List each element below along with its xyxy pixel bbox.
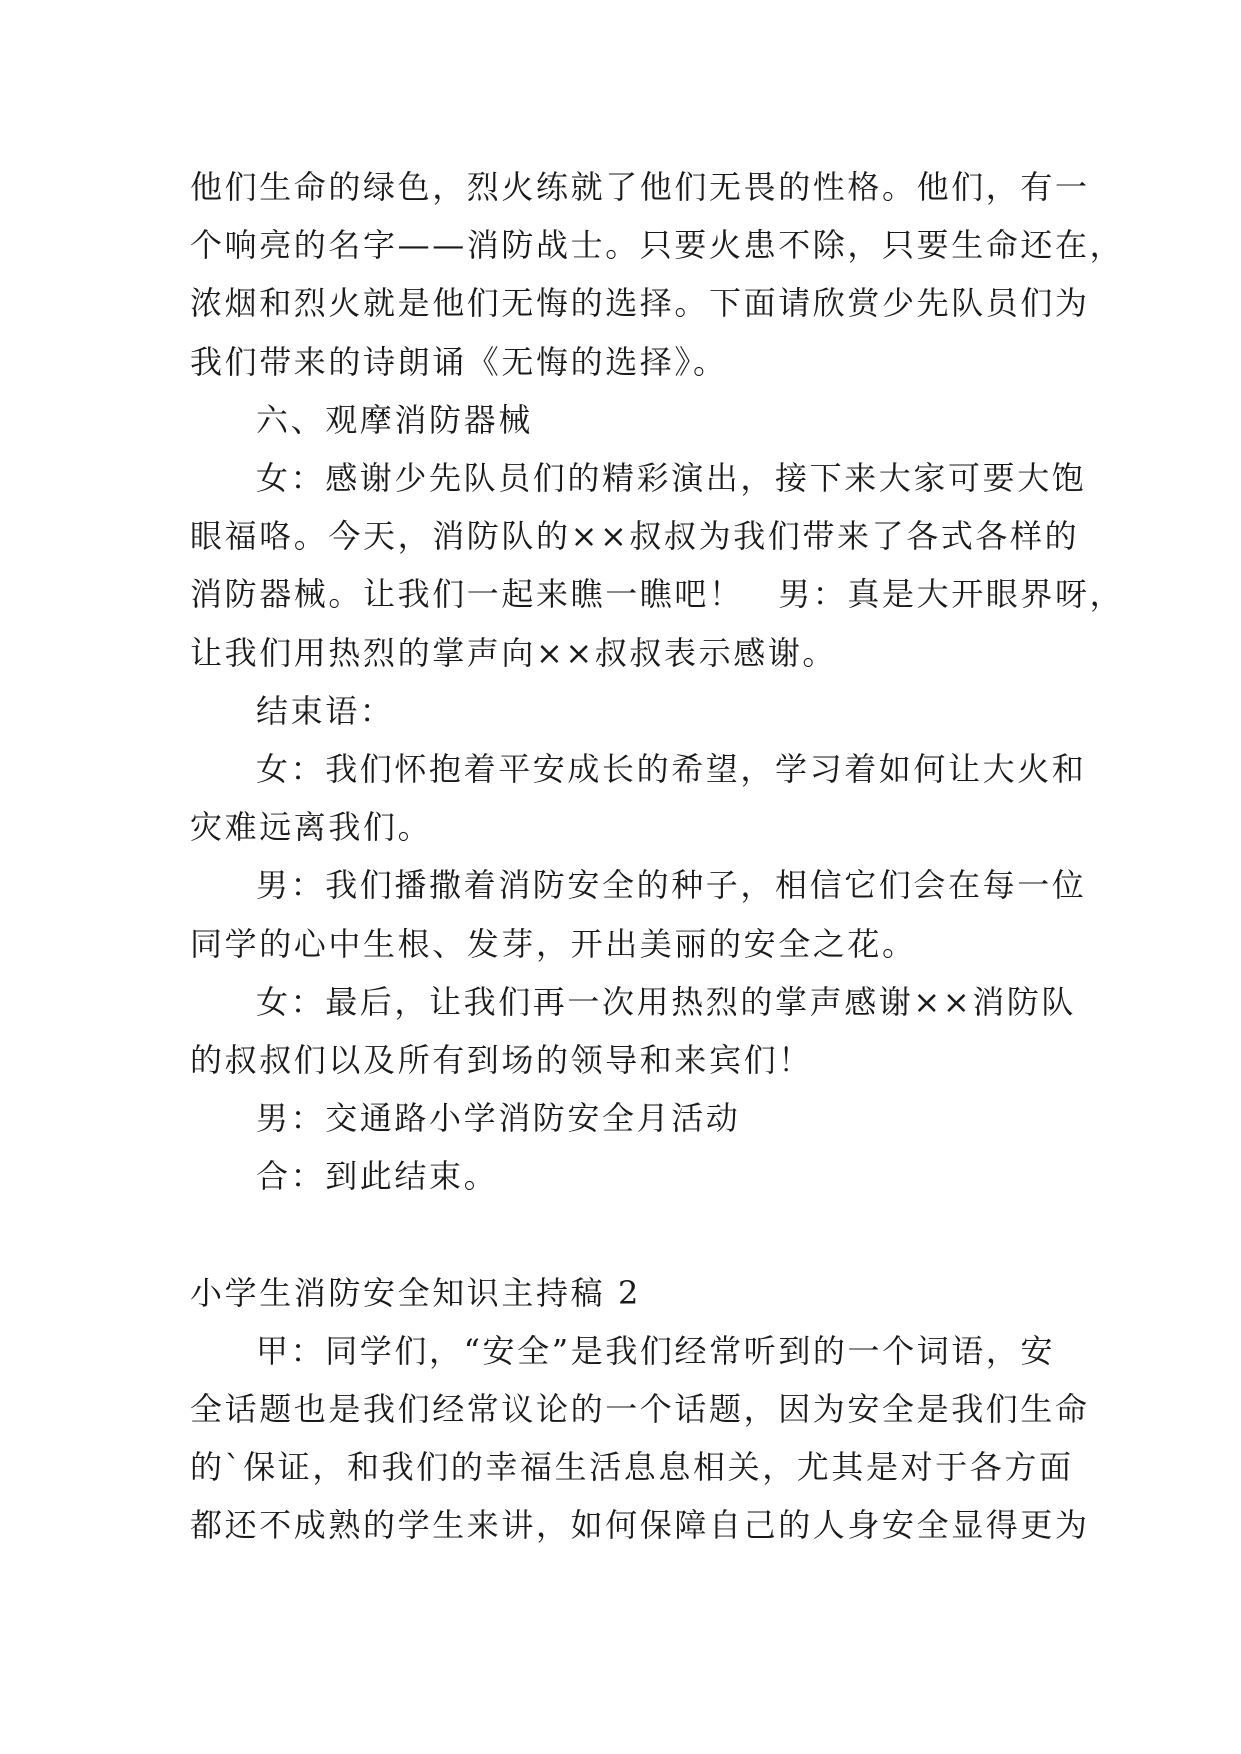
text-line: 眼福咯。今天，消防队的××叔叔为我们带来了各式各样的	[190, 517, 1080, 556]
text-line: 女：我们怀抱着平安成长的希望，学习着如何让大火和	[256, 750, 1087, 789]
text-line: 女：感谢少先队员们的精彩演出，接下来大家可要大饱	[256, 459, 1087, 498]
section-title	[190, 1264, 1060, 1322]
text-line: 消防器械。让我们一起来瞧一瞧吧！ 男：真是大开眼界呀，	[190, 575, 1125, 614]
text-line: 甲：同学们，“安全”是我们经常听到的一个词语，安	[256, 1331, 1056, 1370]
text-line: 灾难远离我们。	[190, 808, 433, 847]
text-line: 女：最后，让我们再一次用热烈的掌声感谢××消防队	[256, 982, 1077, 1021]
paragraph-equipment-viewing	[190, 449, 1125, 682]
text-line: 个响亮的名字——消防战士。只要火患不除，只要生命还在，	[190, 226, 1125, 265]
text-line: 的`保证，和我们的幸福生活息息相关，尤其是对于各方面	[190, 1448, 1074, 1487]
text-line: 全话题也是我们经常议论的一个话题，因为安全是我们生命	[190, 1390, 1090, 1429]
section-title-text: 小学生消防安全知识主持稿 2	[190, 1273, 641, 1312]
text-line: 同学的心中生根、发芽，开出美丽的安全之花。	[190, 924, 917, 963]
text-line: 浓烟和烈火就是他们无悔的选择。下面请欣赏少先队员们为	[190, 284, 1090, 323]
paragraph-section-six-heading	[190, 391, 1060, 449]
paragraph-closing-male-1	[190, 856, 1087, 972]
text-line: 六、观摩消防器械	[256, 400, 533, 439]
paragraph-firefighters-intro	[190, 158, 1125, 391]
text-line: 的叔叔们以及所有到场的领导和来宾们！	[190, 1041, 813, 1080]
text-line: 男：交通路小学消防安全月活动	[256, 1099, 741, 1138]
paragraph-closing-together	[190, 1147, 1060, 1205]
text-line: 合：到此结束。	[256, 1157, 499, 1196]
text-line: 都还不成熟的学生来讲，如何保障自己的人身安全显得更为	[190, 1506, 1090, 1545]
paragraph-closing-female-2	[190, 973, 1077, 1089]
paragraph-safety-opening	[190, 1322, 1090, 1555]
paragraph-closing-female-1	[190, 740, 1087, 856]
text-line: 他们生命的绿色，烈火练就了他们无畏的性格。他们，有一	[190, 168, 1090, 206]
text-line: 结束语：	[256, 691, 395, 730]
text-line: 男：我们播撒着消防安全的种子，相信它们会在每一位	[256, 866, 1087, 905]
paragraph-closing-heading	[190, 682, 1060, 740]
paragraph-closing-male-2	[190, 1089, 1060, 1147]
text-line: 我们带来的诗朗诵《无悔的选择》。	[190, 342, 728, 381]
text-line: 让我们用热烈的掌声向××叔叔表示感谢。	[190, 633, 838, 672]
document-body	[190, 158, 1125, 1555]
